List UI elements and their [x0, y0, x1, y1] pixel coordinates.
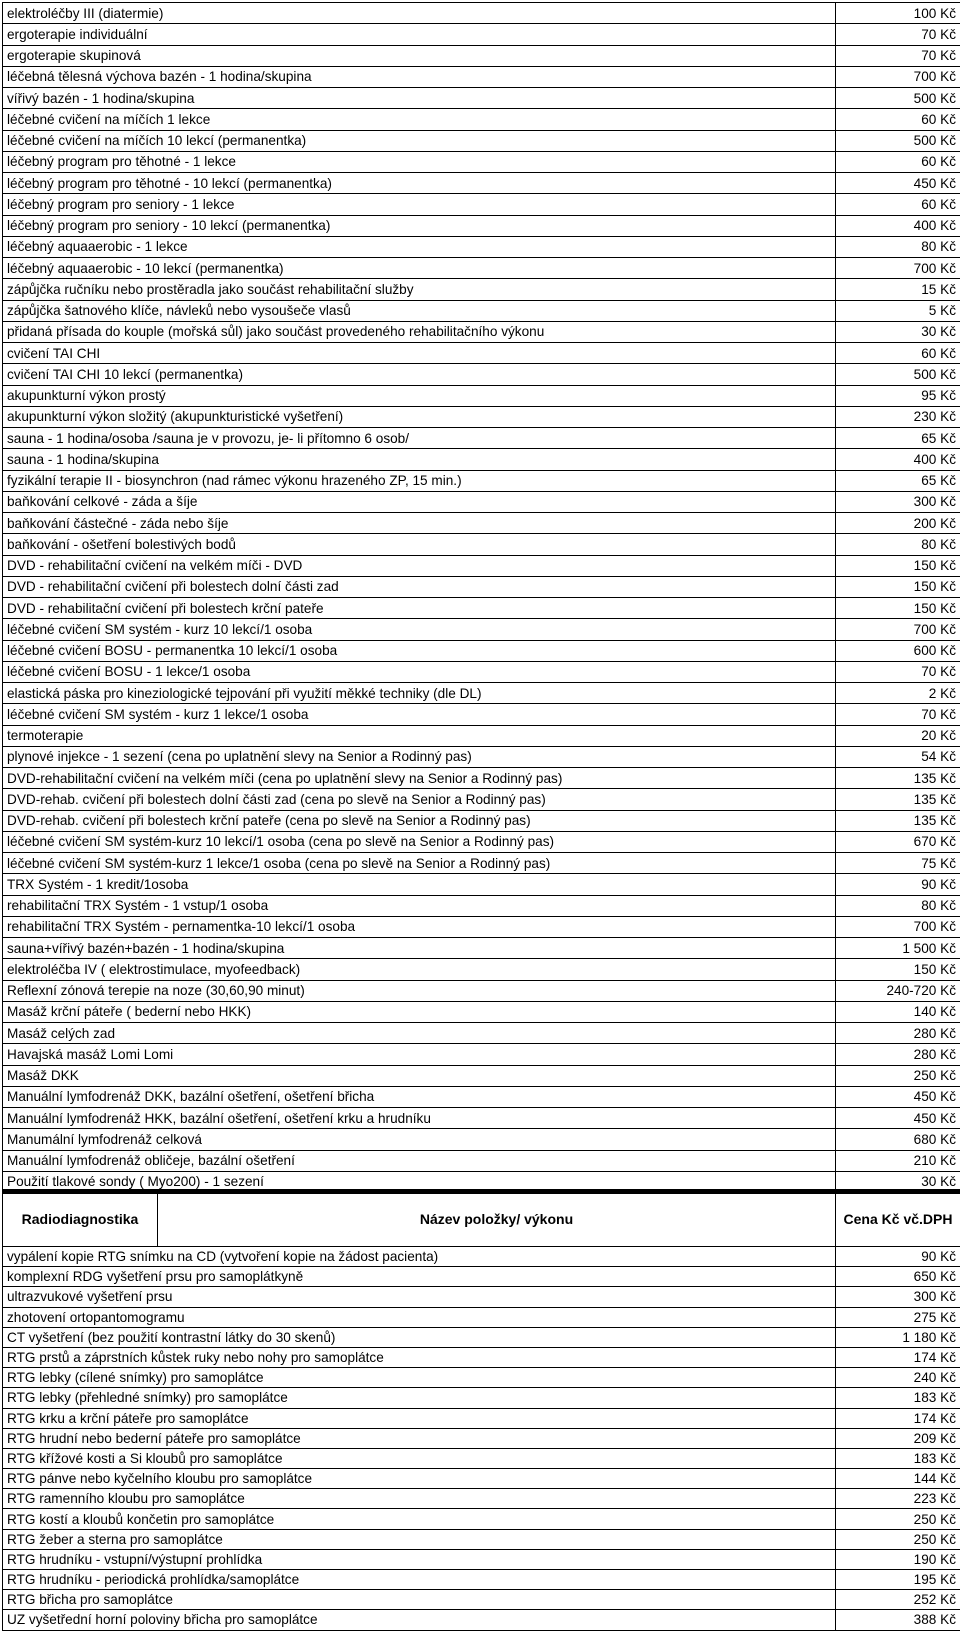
service-name: Manuální lymfodrenáž obličeje, bazální ošetření — [3, 1150, 836, 1171]
table-row — [3, 938, 960, 959]
service-name: RTG křížové kosti a Si kloubů pro samoplátce — [3, 1448, 836, 1468]
service-name: elastická páska pro kineziologické tejpování při využití měkké techniky (dle DL) — [3, 683, 836, 704]
service-name: Masáž celých zad — [3, 1023, 836, 1044]
table-row — [3, 1469, 960, 1489]
service-price: 500 Kč — [836, 364, 960, 385]
price-table-rehabilitation — [2, 2, 960, 1194]
service-name: baňkování celkové - záda a šíje — [3, 491, 836, 512]
service-price: 80 Kč — [836, 534, 960, 555]
table-row — [3, 1590, 960, 1610]
table-row — [3, 236, 960, 257]
service-price: 5 Kč — [836, 300, 960, 321]
service-name: Použití tlakové sondy ( Myo200) - 1 sezení — [3, 1171, 836, 1192]
table-row — [3, 258, 960, 279]
table-row — [3, 24, 960, 45]
service-price: 700 Kč — [836, 258, 960, 279]
service-name: Manuální lymfodrenáž HKK, bazální ošetření, ošetření krku a hrudníku — [3, 1108, 836, 1129]
service-price: 60 Kč — [836, 151, 960, 172]
service-price: 174 Kč — [836, 1408, 960, 1428]
service-name: léčebné cvičení SM systém-kurz 1 lekce/1 osoba (cena po slevě na Senior a Rodinný pas) — [3, 853, 836, 874]
service-name: UZ vyšetřední horní poloviny břicha pro samoplátce — [3, 1610, 836, 1630]
service-price: 174 Kč — [836, 1347, 960, 1367]
service-price: 195 Kč — [836, 1570, 960, 1590]
service-price: 450 Kč — [836, 1108, 960, 1129]
service-name: RTG ramenního kloubu pro samoplátce — [3, 1489, 836, 1509]
table-row — [3, 874, 960, 895]
table-row — [3, 1247, 960, 1267]
service-price: 75 Kč — [836, 853, 960, 874]
service-price: 90 Kč — [836, 874, 960, 895]
service-name: zhotovení ortopantomogramu — [3, 1307, 836, 1327]
service-price: 280 Kč — [836, 1044, 960, 1065]
service-name: Manumální lymfodrenáž celková — [3, 1129, 836, 1150]
table-row — [3, 1108, 960, 1129]
table-row — [3, 916, 960, 937]
table-row — [3, 598, 960, 619]
table-row — [3, 279, 960, 300]
service-name: Havajská masáž Lomi Lomi — [3, 1044, 836, 1065]
service-name: DVD-rehabilitační cvičení na velkém míči (cena po uplatnění slevy na Senior a Rodinný pas) — [3, 768, 836, 789]
service-price: 210 Kč — [836, 1150, 960, 1171]
service-name: léčebná tělesná výchova bazén - 1 hodina/skupina — [3, 66, 836, 87]
service-price: 250 Kč — [836, 1529, 960, 1549]
service-price: 300 Kč — [836, 1287, 960, 1307]
service-price: 80 Kč — [836, 236, 960, 257]
service-price: 95 Kč — [836, 385, 960, 406]
service-price: 700 Kč — [836, 916, 960, 937]
service-price: 90 Kč — [836, 1247, 960, 1267]
service-name: RTG hrudníku - periodická prohlídka/samoplátce — [3, 1570, 836, 1590]
service-price: 183 Kč — [836, 1388, 960, 1408]
service-name: léčebný program pro seniory - 1 lekce — [3, 194, 836, 215]
service-name: léčebné cvičení na míčích 10 lekcí (permanentka) — [3, 130, 836, 151]
service-price: 65 Kč — [836, 428, 960, 449]
service-name: zápůjčka šatnového klíče, návleků nebo vysoušeče vlasů — [3, 300, 836, 321]
service-price: 70 Kč — [836, 24, 960, 45]
service-name: léčebné cvičení BOSU - permanentka 10 lekcí/1 osoba — [3, 640, 836, 661]
service-name: léčebné cvičení na míčích 1 lekce — [3, 109, 836, 130]
table-row — [3, 980, 960, 1001]
service-price: 60 Kč — [836, 109, 960, 130]
table-row — [3, 768, 960, 789]
table-row — [3, 470, 960, 491]
table-row — [3, 1044, 960, 1065]
service-price: 230 Kč — [836, 406, 960, 427]
service-price: 60 Kč — [836, 343, 960, 364]
table-row — [3, 215, 960, 236]
service-name: léčebný aquaaerobic - 10 lekcí (permanentka) — [3, 258, 836, 279]
table-row — [3, 1388, 960, 1408]
table-row — [3, 406, 960, 427]
service-price: 450 Kč — [836, 173, 960, 194]
service-price: 30 Kč — [836, 1171, 960, 1192]
service-name: RTG hrudní nebo bederní páteře pro samoplátce — [3, 1428, 836, 1448]
table-row — [3, 1610, 960, 1630]
service-name: RTG břicha pro samoplátce — [3, 1590, 836, 1610]
table-row — [3, 1368, 960, 1388]
service-name: akupunkturní výkon prostý — [3, 385, 836, 406]
service-name: CT vyšetření (bez použití kontrastní látky do 30 skenů) — [3, 1327, 836, 1347]
table-row — [3, 725, 960, 746]
table-row — [3, 1287, 960, 1307]
service-name: RTG lebky (přehledné snímky) pro samoplátce — [3, 1388, 836, 1408]
table-row — [3, 853, 960, 874]
service-price: 135 Kč — [836, 789, 960, 810]
service-name: TRX Systém - 1 kredit/1osoba — [3, 874, 836, 895]
table-row — [3, 1489, 960, 1509]
service-price: 209 Kč — [836, 1428, 960, 1448]
service-price: 70 Kč — [836, 45, 960, 66]
service-name: termoterapie — [3, 725, 836, 746]
service-name: cvičení TAI CHI 10 lekcí (permanentka) — [3, 364, 836, 385]
table-row — [3, 1023, 960, 1044]
table-row — [3, 661, 960, 682]
service-price: 135 Kč — [836, 768, 960, 789]
table-row — [3, 683, 960, 704]
service-name: RTG lebky (cílené snímky) pro samoplátce — [3, 1368, 836, 1388]
service-price: 275 Kč — [836, 1307, 960, 1327]
service-name: RTG krku a krční páteře pro samoplátce — [3, 1408, 836, 1428]
service-name: rehabilitační TRX Systém - pernamentka-10 lekcí/1 osoba — [3, 916, 836, 937]
service-name: RTG pánve nebo kyčelního kloubu pro samoplátce — [3, 1469, 836, 1489]
service-price: 650 Kč — [836, 1267, 960, 1287]
service-price: 1 180 Kč — [836, 1327, 960, 1347]
header-item-name: Název položky/ výkonu — [158, 1191, 836, 1247]
table-row — [3, 1086, 960, 1107]
service-name: ultrazvukové vyšetření prsu — [3, 1287, 836, 1307]
table-row — [3, 130, 960, 151]
service-name: sauna+vířivý bazén+bazén - 1 hodina/skupina — [3, 938, 836, 959]
table-row — [3, 789, 960, 810]
service-price: 54 Kč — [836, 746, 960, 767]
table-row — [3, 895, 960, 916]
service-name: DVD - rehabilitační cvičení na velkém míči - DVD — [3, 555, 836, 576]
table-row — [3, 88, 960, 109]
service-name: vypálení kopie RTG snímku na CD (vytvoření kopie na žádost pacienta) — [3, 1247, 836, 1267]
service-price: 223 Kč — [836, 1489, 960, 1509]
table-row — [3, 343, 960, 364]
service-price: 280 Kč — [836, 1023, 960, 1044]
table-row — [3, 109, 960, 130]
service-name: fyzikální terapie II - biosynchron (nad rámec výkonu hrazeného ZP, 15 min.) — [3, 470, 836, 491]
service-price: 60 Kč — [836, 194, 960, 215]
service-name: sauna - 1 hodina/osoba /sauna je v provozu, je- li přítomno 6 osob/ — [3, 428, 836, 449]
service-price: 20 Kč — [836, 725, 960, 746]
table-row — [3, 1529, 960, 1549]
table-row — [3, 1129, 960, 1150]
table-row — [3, 321, 960, 342]
table-row — [3, 619, 960, 640]
table-row — [3, 173, 960, 194]
service-name: rehabilitační TRX Systém - 1 vstup/1 osoba — [3, 895, 836, 916]
service-price: 140 Kč — [836, 1001, 960, 1022]
table-row — [3, 513, 960, 534]
service-price: 30 Kč — [836, 321, 960, 342]
service-name: léčebné cvičení SM systém - kurz 10 lekcí/1 osoba — [3, 619, 836, 640]
table-row — [3, 491, 960, 512]
service-price: 388 Kč — [836, 1610, 960, 1630]
service-name: RTG žeber a sterna pro samoplátce — [3, 1529, 836, 1549]
service-price: 450 Kč — [836, 1086, 960, 1107]
service-price: 2 Kč — [836, 683, 960, 704]
service-name: elektroléčba IV ( elektrostimulace, myofeedback) — [3, 959, 836, 980]
table-row — [3, 1001, 960, 1022]
service-price: 150 Kč — [836, 598, 960, 619]
service-price: 15 Kč — [836, 279, 960, 300]
service-name: RTG prstů a záprstních kůstek ruky nebo nohy pro samoplátce — [3, 1347, 836, 1367]
service-name: léčebné cvičení SM systém-kurz 10 lekcí/1 osoba (cena po slevě na Senior a Rodinný pas) — [3, 831, 836, 852]
service-name: Masáž krční páteře ( bederní nebo HKK) — [3, 1001, 836, 1022]
table-row — [3, 1570, 960, 1590]
service-name: cvičení TAI CHI — [3, 343, 836, 364]
service-price: 135 Kč — [836, 810, 960, 831]
service-name: Reflexní zónová terepie na noze (30,60,90 minut) — [3, 980, 836, 1001]
service-price: 240 Kč — [836, 1368, 960, 1388]
service-price: 150 Kč — [836, 576, 960, 597]
service-price: 200 Kč — [836, 513, 960, 534]
table-row — [3, 555, 960, 576]
service-name: DVD-rehab. cvičení při bolestech krční pateře (cena po slevě na Senior a Rodinný pas) — [3, 810, 836, 831]
service-name: léčebné cvičení BOSU - 1 lekce/1 osoba — [3, 661, 836, 682]
table-row — [3, 428, 960, 449]
table-header-row — [3, 1191, 960, 1247]
table-row — [3, 1307, 960, 1327]
service-name: sauna - 1 hodina/skupina — [3, 449, 836, 470]
service-price: 670 Kč — [836, 831, 960, 852]
service-price: 250 Kč — [836, 1065, 960, 1086]
service-name: Manuální lymfodrenáž DKK, bazální ošetření, ošetření břicha — [3, 1086, 836, 1107]
service-name: plynové injekce - 1 sezení (cena po uplatnění slevy na Senior a Rodinný pas) — [3, 746, 836, 767]
service-name: léčebný program pro těhotné - 1 lekce — [3, 151, 836, 172]
service-name: přidaná přísada do kouple (mořská sůl) jako součást provedeného rehabilitačního výkonu — [3, 321, 836, 342]
service-name: léčebný program pro seniory - 10 lekcí (permanentka) — [3, 215, 836, 236]
service-name: léčebné cvičení SM systém - kurz 1 lekce/1 osoba — [3, 704, 836, 725]
table-row — [3, 1448, 960, 1468]
service-price: 700 Kč — [836, 619, 960, 640]
service-name: baňkování částečné - záda nebo šíje — [3, 513, 836, 534]
service-name: DVD-rehab. cvičení při bolestech dolní části zad (cena po slevě na Senior a Rodinný pas) — [3, 789, 836, 810]
service-price: 500 Kč — [836, 130, 960, 151]
service-price: 600 Kč — [836, 640, 960, 661]
service-name: ergoterapie skupinová — [3, 45, 836, 66]
table-row — [3, 385, 960, 406]
table-row — [3, 449, 960, 470]
service-price: 1 500 Kč — [836, 938, 960, 959]
table-row — [3, 1428, 960, 1448]
table-row — [3, 66, 960, 87]
table-row — [3, 831, 960, 852]
table-row — [3, 746, 960, 767]
service-price: 70 Kč — [836, 704, 960, 725]
table-row — [3, 810, 960, 831]
table-row — [3, 1065, 960, 1086]
service-price: 65 Kč — [836, 470, 960, 491]
service-name: elektroléčby III (diatermie) — [3, 3, 836, 24]
table-row — [3, 151, 960, 172]
price-table-radiodiagnostics — [2, 1189, 960, 1631]
service-name: zápůjčka ručníku nebo prostěradla jako součást rehabilitační služby — [3, 279, 836, 300]
table-row — [3, 1509, 960, 1529]
table-row — [3, 3, 960, 24]
header-price: Cena Kč vč.DPH — [836, 1191, 960, 1247]
service-name: ergoterapie individuální — [3, 24, 836, 45]
service-name: Masáž DKK — [3, 1065, 836, 1086]
service-price: 144 Kč — [836, 1469, 960, 1489]
service-name: DVD - rehabilitační cvičení při bolestech krční pateře — [3, 598, 836, 619]
service-price: 400 Kč — [836, 449, 960, 470]
service-price: 240-720 Kč — [836, 980, 960, 1001]
service-price: 183 Kč — [836, 1448, 960, 1468]
service-price: 400 Kč — [836, 215, 960, 236]
table-row — [3, 45, 960, 66]
service-name: baňkování - ošetření bolestivých bodů — [3, 534, 836, 555]
table-row — [3, 959, 960, 980]
service-name: komplexní RDG vyšetření prsu pro samoplátkyně — [3, 1267, 836, 1287]
table-row — [3, 364, 960, 385]
table-row — [3, 300, 960, 321]
service-name: RTG kostí a kloubů končetin pro samoplátce — [3, 1509, 836, 1529]
service-price: 700 Kč — [836, 66, 960, 87]
table-row — [3, 704, 960, 725]
service-price: 190 Kč — [836, 1549, 960, 1569]
table-row — [3, 534, 960, 555]
service-name: DVD - rehabilitační cvičení při bolestech dolní části zad — [3, 576, 836, 597]
table-row — [3, 1327, 960, 1347]
table-row — [3, 194, 960, 215]
service-name: vířivý bazén - 1 hodina/skupina — [3, 88, 836, 109]
service-price: 150 Kč — [836, 959, 960, 980]
service-name: RTG hrudníku - vstupní/výstupní prohlídka — [3, 1549, 836, 1569]
table-row — [3, 1347, 960, 1367]
service-price: 100 Kč — [836, 3, 960, 24]
service-price: 500 Kč — [836, 88, 960, 109]
service-price: 300 Kč — [836, 491, 960, 512]
service-price: 150 Kč — [836, 555, 960, 576]
table-row — [3, 1267, 960, 1287]
table-row — [3, 1549, 960, 1569]
service-name: akupunkturní výkon složitý (akupunkturistické vyšetření) — [3, 406, 836, 427]
service-price: 80 Kč — [836, 895, 960, 916]
service-name: léčebný aquaaerobic - 1 lekce — [3, 236, 836, 257]
service-price: 70 Kč — [836, 661, 960, 682]
service-price: 680 Kč — [836, 1129, 960, 1150]
table-row — [3, 1150, 960, 1171]
table-row — [3, 1408, 960, 1428]
service-name: léčebný program pro těhotné - 10 lekcí (permanentka) — [3, 173, 836, 194]
header-category: Radiodiagnostika — [3, 1191, 158, 1247]
service-price: 250 Kč — [836, 1509, 960, 1529]
service-price: 252 Kč — [836, 1590, 960, 1610]
table-row — [3, 576, 960, 597]
table-row — [3, 640, 960, 661]
